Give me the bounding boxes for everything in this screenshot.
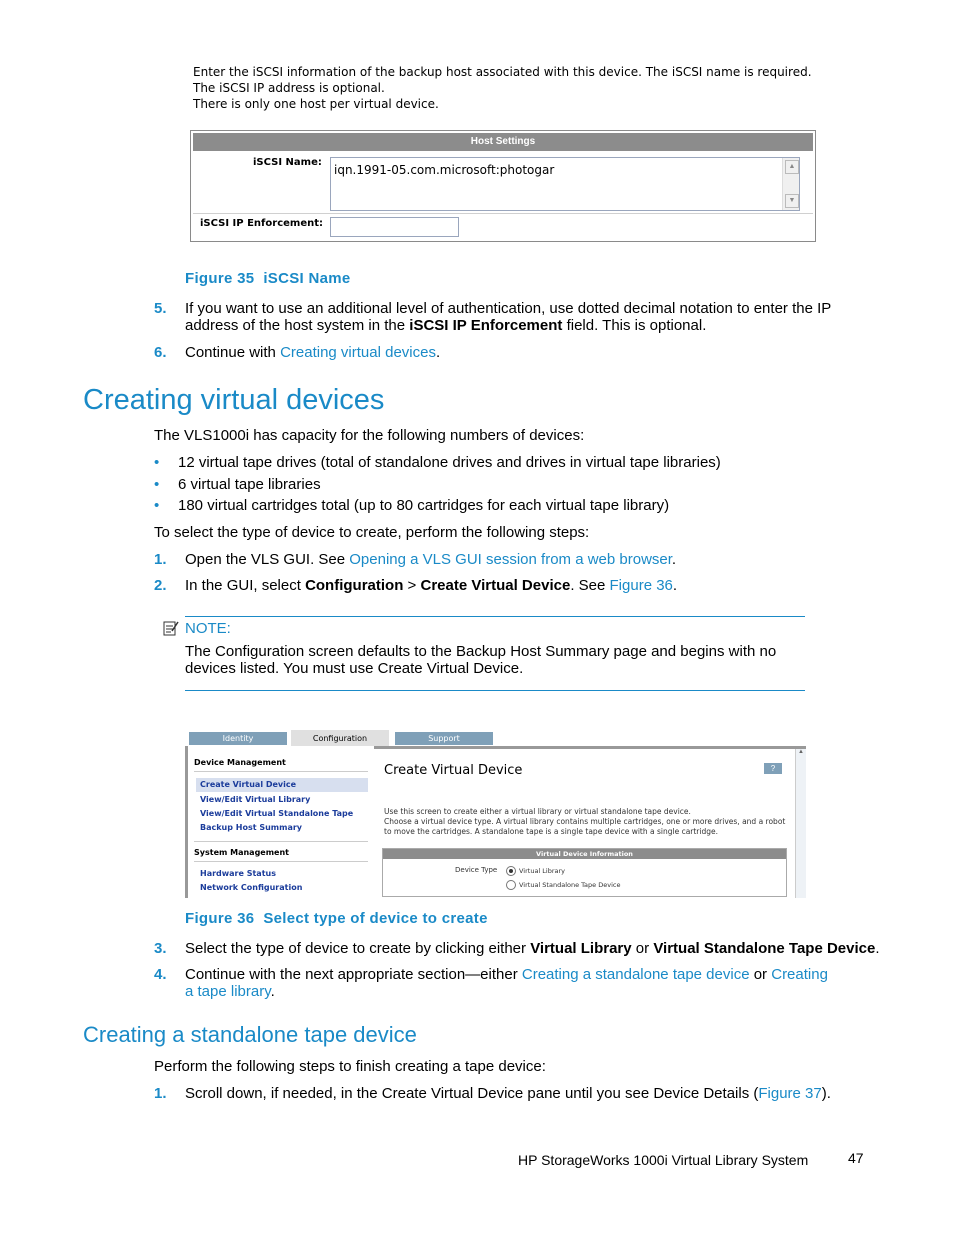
radio-standalone-tape[interactable] [506, 880, 516, 890]
note-icon [163, 620, 179, 636]
section-intro: Perform the following steps to finish creating a tape device: [154, 1058, 546, 1075]
info-header: Virtual Device Information [383, 849, 786, 859]
step-number: 2. [154, 577, 167, 594]
step-number: 6. [154, 344, 167, 361]
text-run: or [749, 966, 772, 983]
text-run: Select the type of device to create by clicking either [185, 940, 531, 957]
gui-scrollbar[interactable] [795, 749, 806, 898]
gui-sidebar [185, 746, 375, 898]
text-run: field. This is optional. [562, 317, 707, 334]
figure-title: Select type of device to create [263, 910, 488, 927]
ip-enforcement-label: iSCSI IP Enforcement: [200, 218, 324, 229]
text-run: . [435, 344, 441, 361]
tab-configuration[interactable]: Configuration [291, 730, 389, 746]
select-intro: To select the type of device to create, perform the following steps: [154, 524, 590, 541]
bold-term: Virtual Library [530, 940, 632, 957]
text-run: > [403, 577, 421, 594]
text-run: . [875, 940, 880, 957]
description-line: to move the cartridges. A standalone tape is a single tape device with a single cartridge. [384, 827, 718, 836]
note-line: The Configuration screen defaults to the Backup Host Summary page and begins with no [185, 643, 777, 660]
description-line: Choose a virtual device type. A virtual library contains multiple cartridges, one or more drives, and a robot [384, 817, 786, 826]
text-run: . [672, 577, 678, 594]
gui-main-panel [374, 746, 806, 901]
sidebar-item-backup-host-summary[interactable]: Backup Host Summary [200, 823, 303, 832]
text-run: address of the host system in the [185, 317, 410, 334]
text-run: Continue with the next appropriate section—either [185, 966, 522, 983]
note-bottom-rule [185, 690, 805, 691]
step-text [185, 344, 440, 361]
figure-37-link[interactable]: Figure 37 [758, 1085, 822, 1102]
iscsi-name-label: iSCSI Name: [253, 157, 322, 168]
text-run: . [270, 983, 275, 1000]
text-run: or [631, 940, 654, 957]
ip-enforcement-input[interactable] [330, 217, 459, 237]
note-top-rule [185, 616, 805, 617]
step-text [185, 940, 880, 957]
subsection-heading: Creating a standalone tape device [83, 1022, 417, 1047]
text-run: . See [570, 577, 610, 594]
option-virtual-library: Virtual Library [519, 867, 566, 875]
intro-line: The iSCSI IP address is optional. [193, 81, 385, 95]
divider [194, 841, 368, 842]
capacity-intro: The VLS1000i has capacity for the following numbers of devices: [154, 427, 585, 444]
step-number: 3. [154, 940, 167, 957]
bold-term: Configuration [305, 577, 404, 594]
intro-line: There is only one host per virtual device. [193, 97, 439, 111]
creating-virtual-devices-link[interactable]: Creating virtual devices [280, 344, 436, 361]
option-standalone-tape: Virtual Standalone Tape Device [519, 881, 621, 889]
text-run: Open the VLS GUI. See [185, 551, 350, 568]
system-management-heading: System Management [194, 848, 289, 857]
step-line [185, 983, 855, 1000]
row-divider [193, 213, 813, 214]
step-text [185, 551, 676, 568]
bullet-text: 6 virtual tape libraries [178, 476, 321, 493]
step-text [185, 966, 855, 1000]
radio-virtual-library[interactable] [506, 866, 516, 876]
step-line [185, 966, 855, 983]
creating-tape-library-link[interactable]: Creating [771, 966, 828, 983]
bullet-icon: • [154, 454, 160, 471]
creating-tape-library-link[interactable]: a tape library [185, 983, 271, 1000]
scroll-down-icon[interactable]: ▼ [785, 194, 799, 208]
creating-standalone-tape-link[interactable]: Creating a standalone tape device [521, 966, 750, 983]
tab-support[interactable]: Support [395, 732, 493, 745]
text-run: ). [821, 1085, 831, 1102]
sidebar-item-create-virtual-device[interactable]: Create Virtual Device [200, 780, 297, 789]
host-settings-panel [190, 130, 816, 242]
page-number: 47 [848, 1150, 864, 1166]
bold-term: iSCSI IP Enforcement [409, 317, 563, 334]
figure-title: iSCSI Name [263, 270, 351, 287]
figure-35-caption [185, 270, 351, 287]
iscsi-name-scrollbar[interactable] [782, 158, 799, 210]
iscsi-name-field[interactable] [330, 157, 800, 211]
bullet-text: 12 virtual tape drives (total of standalone drives and drives in virtual tape libraries) [178, 454, 721, 471]
figure-label: Figure 36 [185, 910, 255, 927]
section-heading: Creating virtual devices [83, 384, 385, 416]
text-run: Scroll down, if needed, in the Create Virtual Device pane until you see Device Details ( [185, 1085, 759, 1102]
step-number: 1. [154, 551, 167, 568]
bullet-icon: • [154, 476, 160, 493]
figure-36-link[interactable]: Figure 36 [609, 577, 673, 594]
bullet-icon: • [154, 497, 160, 514]
sidebar-item-network-configuration[interactable]: Network Configuration [200, 883, 303, 892]
scroll-up-icon[interactable]: ▲ [785, 160, 799, 174]
tab-identity[interactable]: Identity [189, 732, 287, 745]
text-run: Continue with [185, 344, 281, 361]
sidebar-item-view-edit-virtual-library[interactable]: View/Edit Virtual Library [200, 795, 311, 804]
intro-text [193, 64, 812, 112]
iscsi-name-value: iqn.1991-05.com.microsoft:photogar [334, 163, 555, 177]
figure-36-caption [185, 910, 488, 927]
step-text [185, 300, 855, 334]
bold-term: Virtual Standalone Tape Device [653, 940, 876, 957]
step-line [185, 317, 855, 334]
page-title: Create Virtual Device [384, 763, 523, 778]
sidebar-item-hardware-status[interactable]: Hardware Status [200, 869, 276, 878]
step-text [185, 1085, 831, 1102]
text-run: In the GUI, select [185, 577, 306, 594]
virtual-device-info-panel [382, 848, 787, 897]
device-type-label: Device Type [455, 866, 498, 874]
bold-term: Create Virtual Device [420, 577, 571, 594]
host-settings-header: Host Settings [193, 133, 813, 151]
note-text [185, 643, 776, 677]
step-number: 4. [154, 966, 167, 983]
vls-gui-screenshot [185, 728, 807, 898]
intro-line: Enter the iSCSI information of the backup host associated with this device. The iSCSI name is required. [193, 65, 812, 79]
step-number: 1. [154, 1085, 167, 1102]
step-text [185, 577, 677, 594]
opening-vls-gui-link[interactable]: Opening a VLS GUI session from a web browser [349, 551, 672, 568]
note-label: NOTE: [185, 620, 231, 637]
help-button[interactable]: ? [764, 763, 782, 774]
description-line: Use this screen to create either a virtual library or virtual standalone tape device. [384, 807, 691, 816]
scroll-up-icon[interactable]: ▲ [798, 749, 804, 755]
step-line: If you want to use an additional level of authentication, use dotted decimal notation to enter the IP [185, 300, 832, 317]
footer-title: HP StorageWorks 1000i Virtual Library System [518, 1152, 809, 1168]
step-number: 5. [154, 300, 167, 317]
figure-label: Figure 35 [185, 270, 255, 287]
note-line: devices listed. You must use Create Virtual Device. [185, 660, 524, 677]
radio-selected-dot [509, 869, 513, 873]
bullet-text: 180 virtual cartridges total (up to 80 cartridges for each virtual tape library) [178, 497, 670, 514]
text-run: . [671, 551, 677, 568]
divider [194, 861, 368, 862]
sidebar-item-view-edit-standalone-tape[interactable]: View/Edit Virtual Standalone Tape [200, 809, 354, 818]
divider [194, 771, 368, 772]
device-management-heading: Device Management [194, 758, 286, 767]
